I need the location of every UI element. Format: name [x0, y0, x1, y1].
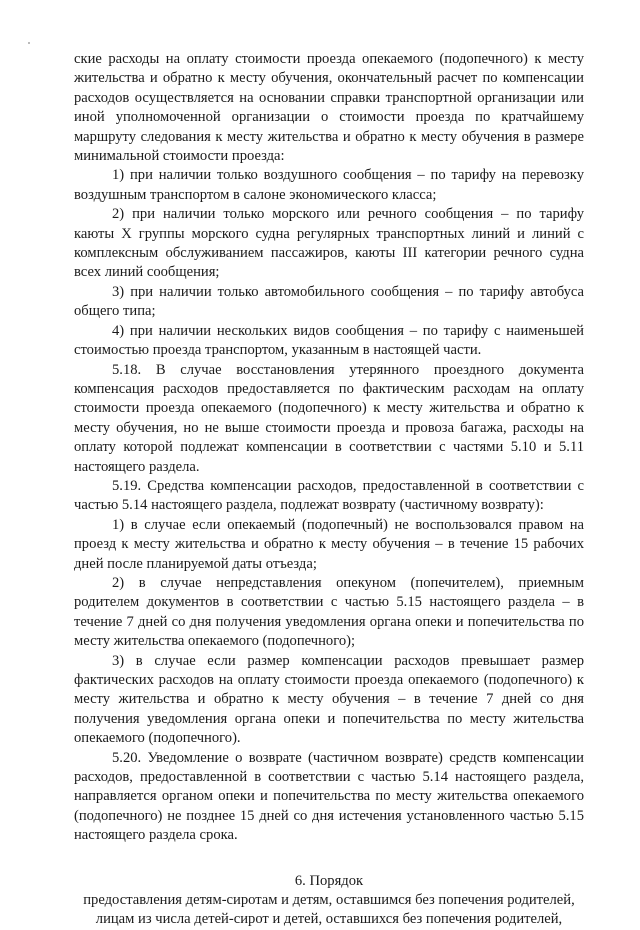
list-item-no-documents: 2) в случае непредставления опекуном (попечителем), приемным родителем документов в соответствии с частью 5.15 настоящего раздела – в течение 7 дней со дня получения уведомления органа опеки и попечительства по месту жительства опекаемого (подопечного); [74, 574, 584, 650]
list-item-road: 3) при наличии только автомобильного сообщения – по тарифу автобуса общего типа; [74, 283, 584, 320]
list-item-multiple: 4) при наличии нескольких видов сообщения – по тарифу с наименьшей стоимостью проезда транспортом, указанным в настоящей части. [74, 322, 584, 359]
paragraph-continuation: ские расходы на оплату стоимости проезда опекаемого (подопечного) к месту жительства и обратно к месту обучения, окончательный расчет по компенсации расходов осуществляется на основании справки транспортной организации или иной уполномоченной организации о стоимости проезда по кратчайшему маршруту следования к месту жительства и обратно к месту обучения в размере минимальной стоимости проезда: [74, 51, 584, 165]
list-item-not-used: 1) в случае если опекаемый (подопечный) не воспользовался правом на проезд к месту жительства и обратно к месту обучения – в течение 15 рабочих дней после планируемой даты отъезда; [74, 516, 584, 572]
section-subtitle-line-1: предоставления детям-сиротам и детям, оставшимся без попечения родителей, [83, 892, 575, 909]
paragraph-5-18: 5.18. В случае восстановления утерянного проездного документа компенсация расходов предоставляется по фактическим расходам на оплату стоимости проезда опекаемого (подопечного) к месту жительства и обратно к месту обучения, но не выше стоимости проезда и провоза багажа, расходы на оплату которой подлежат компенсации в соответствии с частями 5.10 и 5.11 настоящего раздела. [74, 361, 584, 475]
list-item-excess: 3) в случае если размер компенсации расходов превышает размер фактических расходов на оплату стоимости проезда опекаемого (подопечного) к месту жительства и обратно к месту обучения – в течение 7 дней со дня получения уведомления органа опеки и попечительства по месту жительства опекаемого (подопечного). [74, 652, 584, 747]
document-page [74, 50, 584, 930]
section-subtitle-line-2: лицам из числа детей-сирот и детей, оставшихся без попечения родителей, [95, 911, 563, 928]
paragraph-5-19: 5.19. Средства компенсации расходов, предоставленной в соответствии с частью 5.14 настоящего раздела, подлежат возврату (частичному возврату): [74, 477, 584, 514]
list-item-sea-river: 2) при наличии только морского или речного сообщения – по тарифу каюты X группы морского судна регулярных транспортных линий и линий с комплексным обслуживанием пассажиров, каюты III категории речного судна всех линий сообщения; [74, 206, 584, 281]
scan-speck [28, 42, 30, 44]
list-item-air: 1) при наличии только воздушного сообщения – по тарифу на перевозку воздушным транспортом в салоне экономического класса; [74, 167, 584, 203]
paragraph-5-20: 5.20. Уведомление о возврате (частичном возврате) средств компенсации расходов, предоставленной в соответствии с частью 5.14 настоящего раздела, направляется органом опеки и попечительства по месту жительства опекаемого (подопечного) не позднее 15 дней со дня истечения установленного частью 5.15 настоящего раздела срока. [74, 749, 584, 844]
section-title: 6. Порядок [294, 872, 364, 889]
section-heading [74, 872, 584, 930]
